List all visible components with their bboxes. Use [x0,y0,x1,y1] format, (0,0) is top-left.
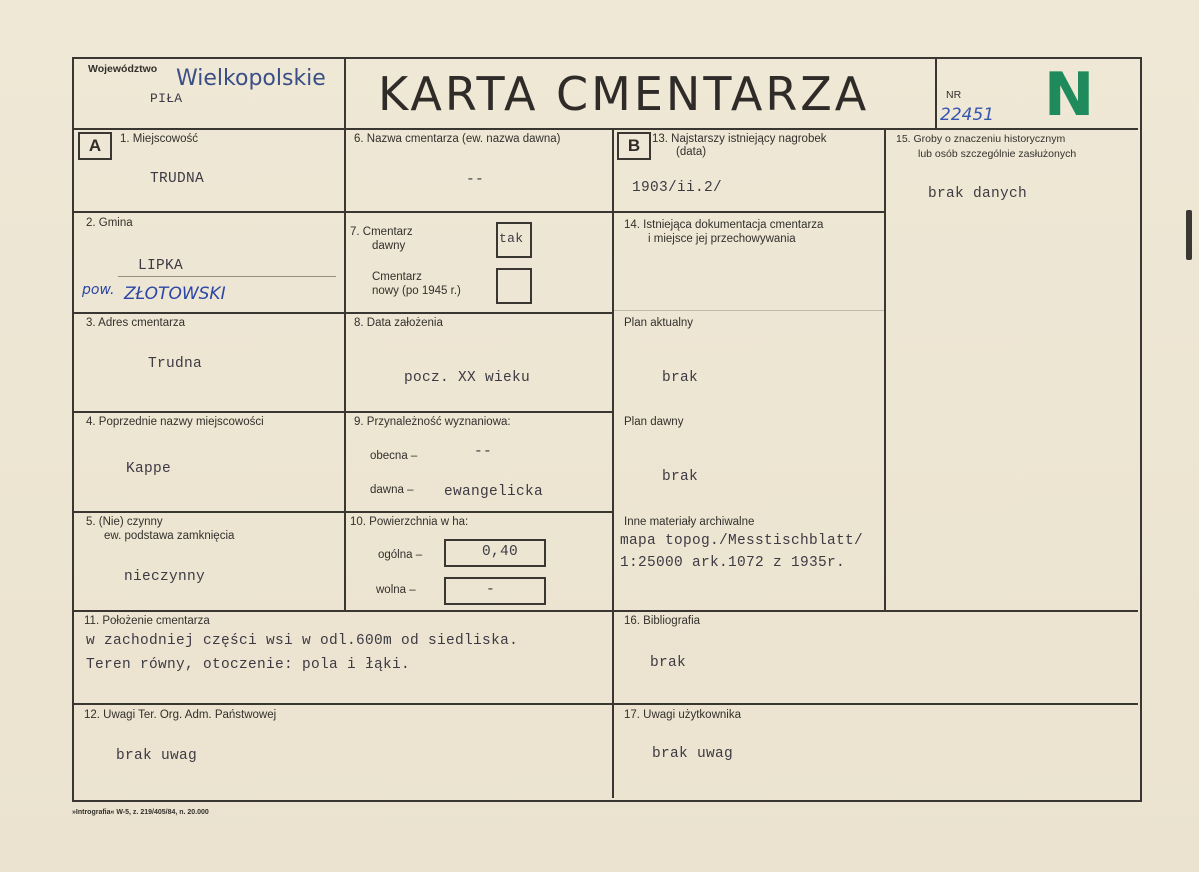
field-6-label: 6. Nazwa cmentarza (ew. nazwa dawna) [354,133,561,145]
card-title: KARTA CMENTARZA [378,67,870,121]
plan-current-value: brak [662,370,699,386]
field-3-value: Trudna [148,356,203,372]
field-16-label: 16. Bibliografia [624,615,701,627]
header-divider [72,128,1138,130]
page-edge-shadow [1186,210,1192,260]
card-outer-frame [72,57,1142,802]
field-4-label: 4. Poprzednie nazwy miejscowości [86,416,264,428]
field-7-label: 7. Cmentarz [350,226,413,238]
voivodeship-value: Wielkopolskie [176,66,326,91]
field-9-current-value: -- [474,444,493,460]
header-vline-1 [344,57,346,128]
field-4-value: Kappe [126,461,172,477]
section-b-marker: B [617,132,651,160]
nr-label: NR [946,89,962,101]
row-line-4 [72,511,612,513]
nr-value: 22451 [940,105,995,125]
plan-old-value: brak [662,469,699,485]
voivodeship-old: PIŁA [150,91,183,106]
plan-current-label: Plan aktualny [624,317,694,329]
field-9-label: 9. Przynależność wyznaniowa: [354,416,511,428]
field-10-total-label: ogólna – [378,549,423,561]
row-line-5 [72,610,1138,612]
field-6-value: -- [466,172,485,188]
archive-label: Inne materiały archiwalne [624,516,755,528]
field-5-value: nieczynny [124,569,206,585]
field-10-free-value: - [486,582,496,598]
field-8-label: 8. Data założenia [354,317,443,329]
field-9-old-value: ewangelicka [444,484,544,500]
field-9-old-label: dawna – [370,484,414,496]
county-prefix: pow. [82,282,115,298]
row-line-3 [72,411,612,413]
col-line-3 [884,128,886,610]
row-line-b [612,211,884,213]
field-2-value: LIPKA [138,258,184,274]
row-line-6 [72,703,1138,705]
field-7-new-label-2: nowy (po 1945 r.) [372,285,461,297]
nr-letter: N [1044,60,1095,130]
archive-value-1: mapa topog./Messtischblatt/ [620,533,864,549]
field-7-new-box [496,268,532,304]
field-7-new-label-1: Cmentarz [372,271,422,283]
field-10-total-value: 0,40 [482,544,519,560]
col-line-2 [612,128,614,798]
field-1-value: TRUDNA [150,171,205,187]
header-vline-2 [935,57,937,128]
field-15-label-2: lub osób szczególnie zasłużonych [918,148,1077,160]
field-17-value: brak uwag [652,746,734,762]
field-13-label-1: 13. Najstarszy istniejący nagrobek [652,133,827,145]
field-17-label: 17. Uwagi użytkownika [624,709,741,721]
field-10-free-label: wolna – [376,584,416,596]
field-1-label: 1. Miejscowość [120,133,198,145]
row-line-2 [72,312,612,314]
field-3-label: 3. Adres cmentarza [86,317,186,329]
field-7-old-label: dawny [372,240,406,252]
voivodeship-label: Województwo [88,63,158,75]
field-14-label-2: i miejsce jej przechowywania [648,233,796,245]
printer-imprint: »Intrografia« W-5, z. 219/405/84, n. 20.000 [72,809,209,816]
field-12-value: brak uwag [116,748,198,764]
field-5-label-1: 5. (Nie) czynny [86,516,163,528]
field-9-current-label: obecna – [370,450,418,462]
archive-value-2: 1:25000 ark.1072 z 1935r. [620,555,846,571]
field-13-value: 1903/ii.2/ [632,180,723,196]
field-10-total-box [444,539,546,567]
field-11-label: 11. Położenie cmentarza [84,615,210,627]
field-11-value-2: Teren równy, otoczenie: pola i łąki. [86,657,411,673]
field-11-value-1: w zachodniej części wsi w odl.600m od siedliska. [86,633,519,649]
field-12-label: 12. Uwagi Ter. Org. Adm. Państwowej [84,709,277,721]
field-7-old-value: tak [499,231,524,246]
field-7-old-box [496,222,532,258]
field-10-label: 10. Powierzchnia w ha: [350,516,469,528]
county-underline [118,276,336,277]
county-value: ZŁOTOWSKI [124,284,226,304]
col-line-1 [344,128,346,610]
field-8-value: pocz. XX wieku [404,370,531,386]
field-2-label: 2. Gmina [86,217,133,229]
row-line-1 [72,211,612,213]
field-15-value: brak danych [928,186,1028,202]
field-13-label-2: (data) [676,146,707,158]
field-16-value: brak [650,655,687,671]
field-5-label-2: ew. podstawa zamknięcia [104,530,235,542]
section-a-marker: A [78,132,112,160]
field-10-free-box [444,577,546,605]
plan-old-label: Plan dawny [624,416,684,428]
row-line-b2 [612,310,884,311]
field-15-label-1: 15. Groby o znaczeniu historycznym [896,133,1066,145]
field-14-label-1: 14. Istniejąca dokumentacja cmentarza [624,219,824,231]
